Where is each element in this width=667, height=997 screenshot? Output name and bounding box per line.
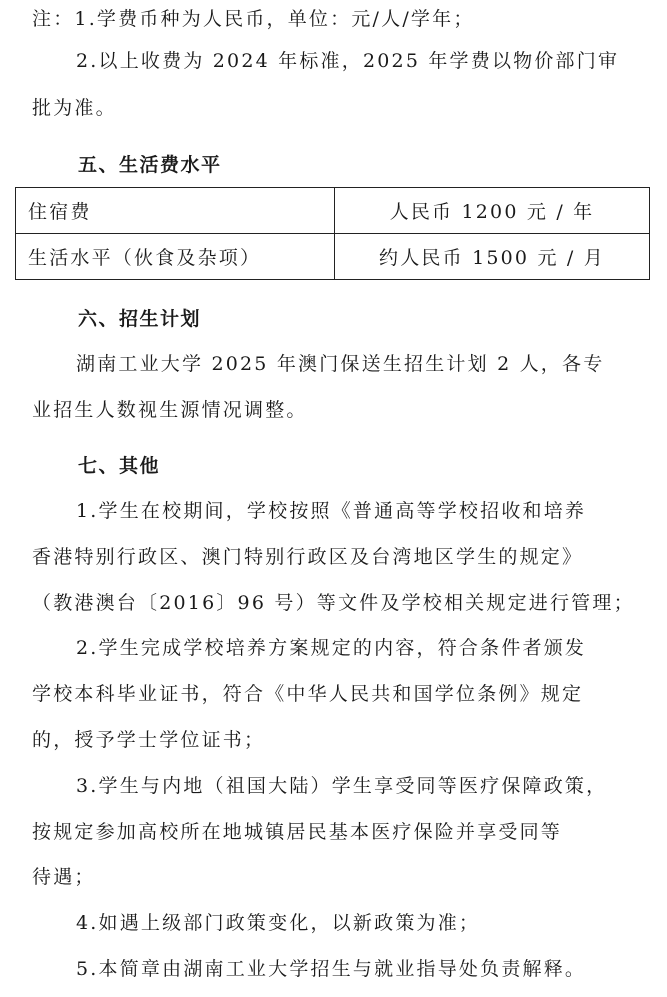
table-cell-value: 约人民币 1500 元 / 月 (335, 234, 650, 280)
section-heading-enrollment-plan: 六、招生计划 (78, 308, 202, 330)
other-item-1-line-1: 1.学生在校期间，学校按照《普通高等学校招收和培养 (76, 500, 587, 522)
living-costs-table (15, 187, 650, 280)
other-item-4: 4.如遇上级部门政策变化，以新政策为准； (76, 912, 481, 934)
enrollment-line-1: 湖南工业大学 2025 年澳门保送生招生计划 2 人，各专 (76, 353, 605, 375)
table-cell-label: 住宿费 (16, 188, 335, 234)
other-item-1-line-2: 香港特别行政区、澳门特别行政区及台湾地区学生的规定》 (32, 546, 584, 568)
other-item-5: 5.本简章由湖南工业大学招生与就业指导处负责解释。 (76, 958, 587, 980)
other-item-3-line-2: 按规定参加高校所在地城镇居民基本医疗保险并享受同等 (32, 821, 563, 843)
enrollment-line-2: 业招生人数视生源情况调整。 (32, 399, 308, 421)
other-item-2-line-2: 学校本科毕业证书，符合《中华人民共和国学位条例》规定 (32, 683, 584, 705)
note-line-1: 注：1.学费币种为人民币，单位：元/人/学年； (32, 8, 475, 30)
other-item-2-line-3: 的，授予学士学位证书； (32, 729, 266, 751)
other-item-1-line-3: （教港澳台〔2016〕96 号）等文件及学校相关规定进行管理； (32, 592, 635, 614)
table-cell-label: 生活水平（伙食及杂项） (16, 234, 335, 280)
note-line-2: 2.以上收费为 2024 年标准，2025 年学费以物价部门审 (76, 50, 620, 72)
table-cell-value: 人民币 1200 元 / 年 (335, 188, 650, 234)
table-row (16, 234, 650, 280)
other-item-3-line-1: 3.学生与内地（祖国大陆）学生享受同等医疗保障政策， (76, 775, 608, 797)
section-heading-other: 七、其他 (78, 455, 161, 477)
note-line-2-cont: 批为准。 (32, 97, 117, 119)
other-item-3-line-3: 待遇； (32, 866, 96, 888)
other-item-2-line-1: 2.学生完成学校培养方案规定的内容，符合条件者颁发 (76, 637, 587, 659)
section-heading-living-costs: 五、生活费水平 (78, 154, 222, 176)
table-row (16, 188, 650, 234)
